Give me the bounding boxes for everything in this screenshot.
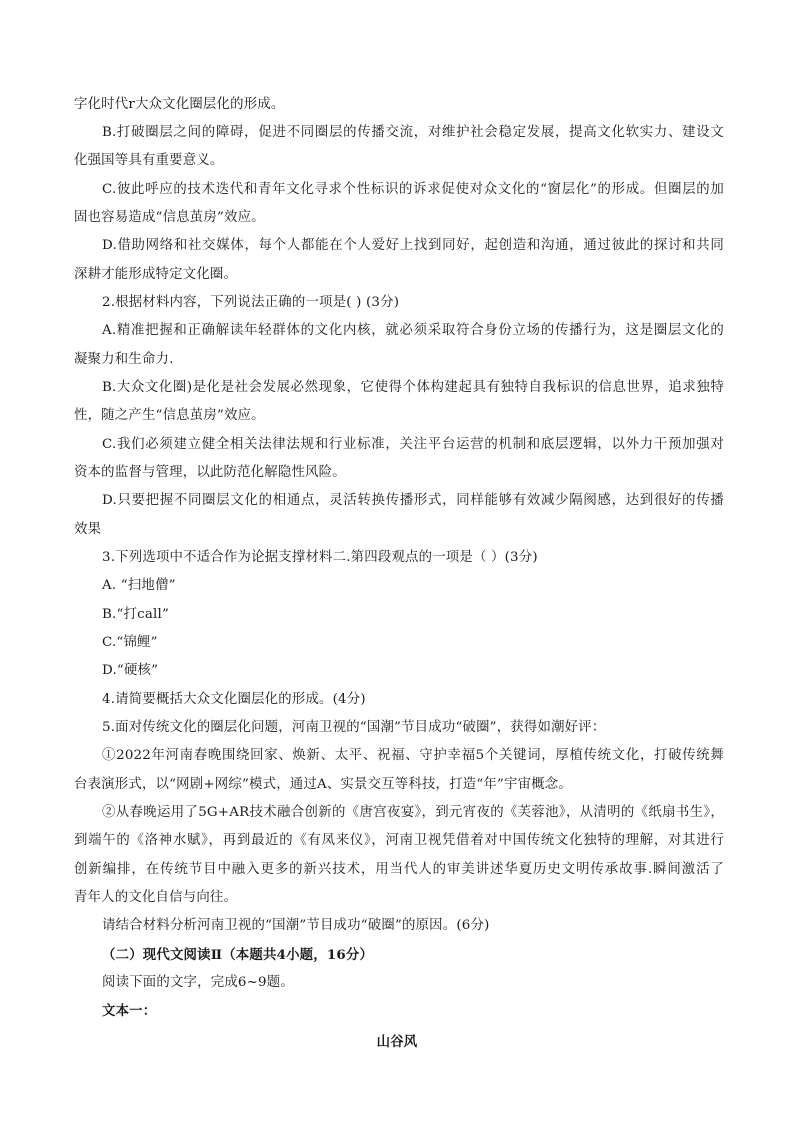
text-line: 到端午的《洛神水赋》，再到最近的《有凤来仪》，河南卫视凭借着对中国传统文化独特的理解，对其进行 (74, 833, 724, 848)
text-line: D.只要把握不同圈层文化的相通点，灵活转换传播形式，同样能够有效减少隔阂感，达到很好的传播 (102, 493, 724, 508)
reading-instruction: 阅读下面的文字，完成6~9题。 (102, 975, 294, 990)
text-line: 资本的监督与管理，以此防范化解隐性风险。 (74, 465, 346, 480)
option-d: D.“硬核” (102, 663, 159, 678)
section-heading: （二）现代文阅读Ⅱ（本题共4小题，16分） (102, 947, 374, 963)
text-line: 创新编排，在传统节目中融入更多的新兴技术，用当代人的审美讲述华夏历史文明传承故事.瞬间激活了 (74, 862, 724, 877)
text-line: B.打破圈层之间的障碍，促进不同圈层的传播交流，对维护社会稳定发展，提高文化软实力、建设文 (102, 125, 724, 140)
text-line: 固也容易造成“信息茧房”效应。 (74, 210, 265, 225)
question-5-stem: 5.面对传统文化的圈层化问题，河南卫视的“国潮”节目成功“破圈”，获得如潮好评： (102, 720, 606, 735)
text-line: B.大众文化圈)是化是社会发展必然现象，它使得个体构建起具有独特自我标识的信息世界，追求独特 (102, 380, 724, 395)
text-line: C.我们必须建立健全相关法律法规和行业标准，关注平台运营的机制和底层逻辑，以外力干预加强对 (102, 437, 724, 452)
text-line: 凝聚力和生命力. (74, 352, 174, 367)
article-title: 山谷风 (376, 1034, 418, 1050)
text-line: 效果 (74, 522, 102, 537)
question-3-stem: 3.下列选项中不适合作为论据支撑材料二.第四段观点的一项是（ ）(3分) (102, 550, 538, 565)
option-a: A. “扫地僧” (102, 578, 176, 593)
question-4-stem: 4.请简要概括大众文化圈层化的形成。(4分) (102, 692, 366, 707)
text-line: 青年人的文化自信与向往。 (74, 890, 238, 905)
text-one-label: 文本一： (102, 1003, 157, 1019)
text-line: 化强国等具有重要意义。 (74, 153, 224, 168)
text-line: C.彼此呼应的技术迭代和青年文化寻求个性标识的诉求促使对众文化的“窗层化”的形成。但圈层的加 (102, 182, 724, 197)
text-line: D.借助网络和社交媒体，每个人都能在个人爱好上找到同好，起创造和沟通，通过彼此的探讨和共同 (102, 238, 724, 253)
text-line: ①2022年河南春晚围绕回家、焕新、太平、祝福、守护幸福5个关键词，厚植传统文化，打破传统舞 (102, 748, 724, 763)
text-line: 台表演形式，以“网剧+网综”模式，通过A、实景交互等科技，打造“年”宇宙概念。 (74, 777, 572, 792)
text-line: 字化时代r大众文化圈层化的形成。 (74, 97, 285, 112)
question-2-stem: 2.根据材料内容，下列说法正确的一项是( ) (3分) (102, 295, 400, 310)
text-line: A.精准把握和正确解读年轻群体的文化内核，就必须采取符合身份立场的传播行为，这是圈层文化的 (102, 323, 724, 338)
text-line: 深耕才能形成特定文化圈。 (74, 267, 238, 282)
text-line: 性，随之产生“信息茧房”效应。 (74, 408, 265, 423)
text-line: ②从春晚运用了5G+AR技术融合创新的《唐宫夜宴》，到元宵夜的《芙蓉池》，从清明的《纸扇书生》， (102, 805, 724, 820)
text-line: 请结合材料分析河南卫视的“国潮”节目成功“破圈”的原因。(6分) (102, 918, 490, 933)
option-c: C.“锦鲤” (102, 635, 158, 650)
option-b: B.“打call” (102, 607, 170, 622)
